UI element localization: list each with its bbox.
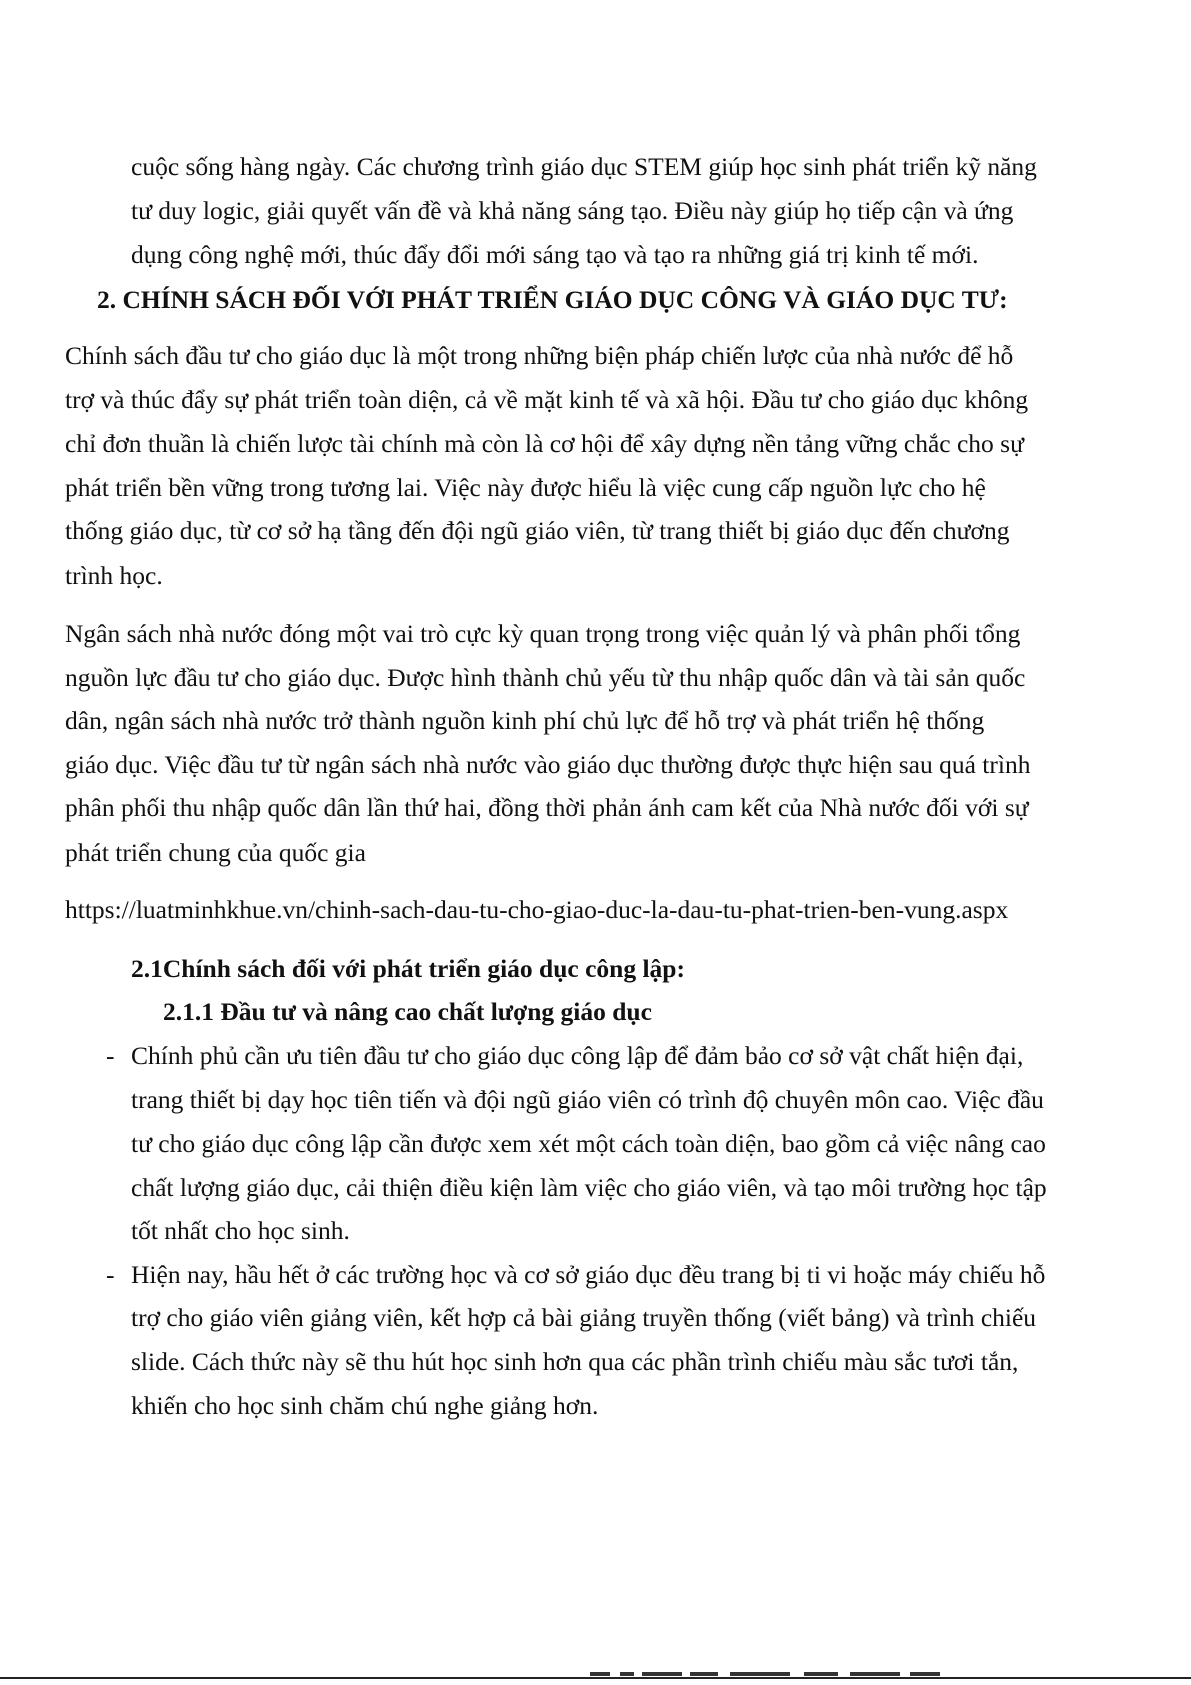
paragraph-line: trình học. — [65, 561, 163, 590]
bullet-line: tốt nhất cho học sinh. — [131, 1216, 350, 1245]
bullet-line: Hiện nay, hầu hết ở các trường học và cơ sở giáo dục đều trang bị ti vi hoặc máy chiếu hỗ — [131, 1260, 1046, 1289]
paragraph-line: phát triển bền vững trong tương lai. Việc này được hiểu là việc cung cấp nguồn lực cho hệ — [65, 473, 986, 502]
intro-line: tư duy logic, giải quyết vấn đề và khả năng sáng tạo. Điều này giúp họ tiếp cận và ứng — [131, 196, 1014, 225]
bullet-line: tư cho giáo dục công lập cần được xem xét một cách toàn diện, bao gồm cả việc nâng cao — [131, 1129, 1046, 1158]
bullet-dash: - — [106, 1260, 115, 1289]
bullet-line: trang thiết bị dạy học tiên tiến và đội ngũ giáo viên có trình độ chuyên môn cao. Việc đầu — [131, 1085, 1044, 1114]
intro-line: cuộc sống hàng ngày. Các chương trình giáo dục STEM giúp học sinh phát triển kỹ năng — [131, 152, 1037, 181]
paragraph-line: chỉ đơn thuần là chiến lược tài chính mà còn là cơ hội để xây dựng nền tảng vững chắc cho sự — [65, 429, 1024, 458]
source-url: https://luatminhkhue.vn/chinh-sach-dau-tu-cho-giao-duc-la-dau-tu-phat-trien-ben-vung.aspx — [65, 895, 1009, 924]
section-heading-2-1: 2.1Chính sách đối với phát triển giáo dục công lập: — [131, 954, 685, 983]
bullet-dash: - — [106, 1041, 115, 1070]
paragraph-line: trợ và thúc đẩy sự phát triển toàn diện, cả về mặt kinh tế và xã hội. Đầu tư cho giáo dục không — [65, 385, 1029, 414]
paragraph-line: giáo dục. Việc đầu tư từ ngân sách nhà nước vào giáo dục thường được thực hiện sau quá trình — [65, 750, 1031, 779]
intro-line: dụng công nghệ mới, thúc đẩy đổi mới sáng tạo và tạo ra những giá trị kinh tế mới. — [131, 240, 979, 269]
bullet-line: trợ cho giáo viên giảng viên, kết hợp cả bài giảng truyền thống (viết bảng) và trình chiếu — [131, 1303, 1037, 1332]
paragraph-line: Chính sách đầu tư cho giáo dục là một trong những biện pháp chiến lược của nhà nước để hỗ — [65, 341, 1014, 370]
paragraph-line: nguồn lực đầu tư cho giáo dục. Được hình thành chủ yếu từ thu nhập quốc dân và tài sản quốc — [65, 663, 1026, 692]
paragraph-line: phân phối thu nhập quốc dân lần thứ hai, đồng thời phản ánh cam kết của Nhà nước đối với sự — [65, 793, 1029, 822]
section-heading-2: 2. CHÍNH SÁCH ĐỐI VỚI PHÁT TRIỂN GIÁO DỤC CÔNG VÀ GIÁO DỤC TƯ: — [97, 285, 1008, 314]
clipped-next-page-text — [590, 1672, 950, 1680]
paragraph-line: Ngân sách nhà nước đóng một vai trò cực kỳ quan trọng trong việc quản lý và phân phối tổng — [65, 619, 1021, 648]
bullet-line: khiến cho học sinh chăm chú nghe giảng hơn. — [131, 1391, 599, 1420]
paragraph-line: thống giáo dục, từ cơ sở hạ tầng đến đội ngũ giáo viên, từ trang thiết bị giáo dục đến chương — [65, 516, 1010, 545]
paragraph-line: phát triển chung của quốc gia — [65, 838, 366, 867]
bullet-line: Chính phủ cần ưu tiên đầu tư cho giáo dục công lập để đảm bảo cơ sở vật chất hiện đại, — [131, 1041, 1024, 1070]
bullet-line: chất lượng giáo dục, cải thiện điều kiện làm việc cho giáo viên, và tạo môi trường học tập — [131, 1173, 1047, 1202]
bullet-line: slide. Cách thức này sẽ thu hút học sinh hơn qua các phần trình chiếu màu sắc tươi tắn, — [131, 1347, 1019, 1376]
section-heading-2-1-1: 2.1.1 Đầu tư và nâng cao chất lượng giáo dục — [163, 997, 652, 1026]
paragraph-line: dân, ngân sách nhà nước trở thành nguồn kinh phí chủ lực để hỗ trợ và phát triển hệ thống — [65, 706, 985, 735]
